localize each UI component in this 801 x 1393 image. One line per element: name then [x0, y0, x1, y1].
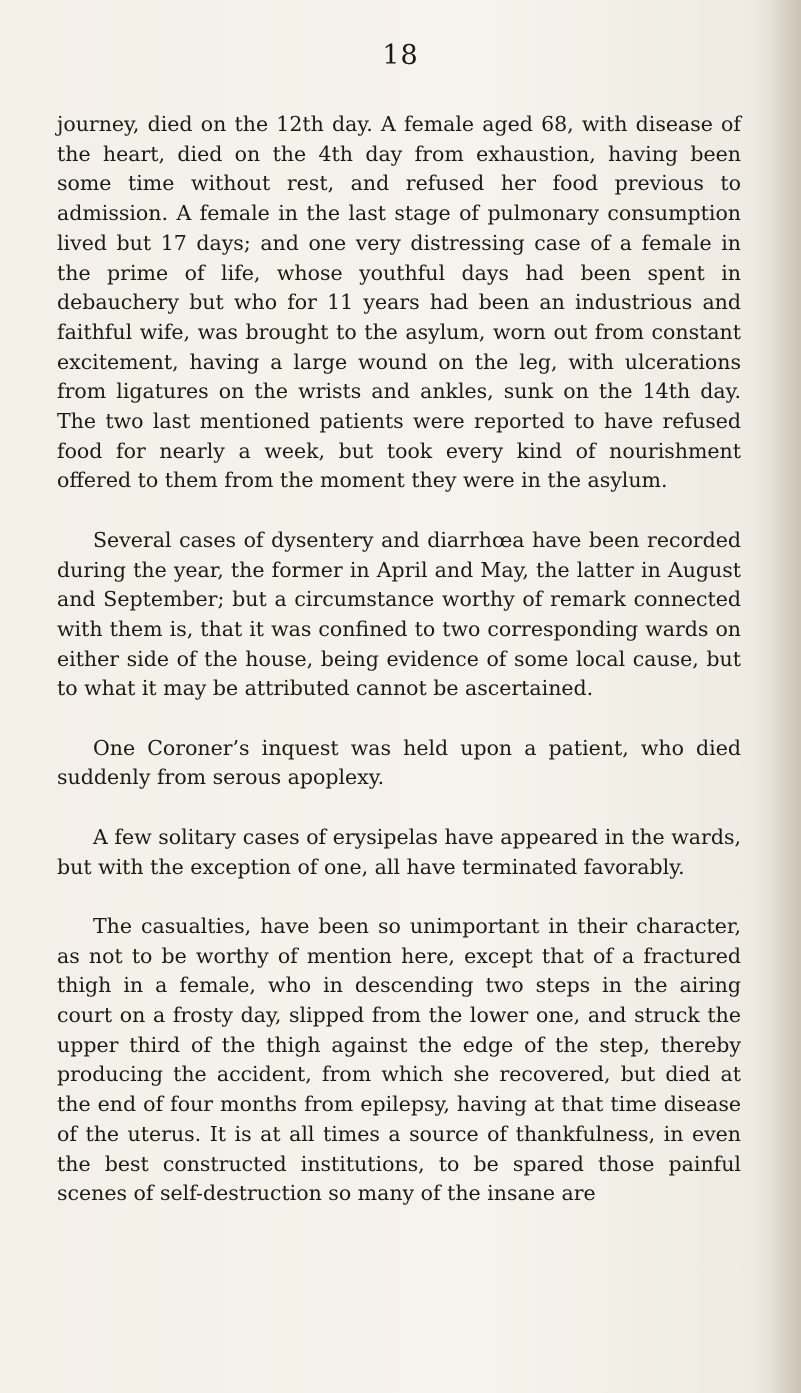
page-number: 18: [382, 40, 419, 71]
paragraph-coroner-inquest: One Coroner’s inquest was held upon a patient, who died suddenly from serous apoplexy.: [57, 735, 741, 790]
paragraph-continuation: journey, died on the 12th day. A female aged 68, with disease of the heart, died on the 4th day from exhaustion, having been some time without rest, and refused her food previous to admission. A female in the last stage of pulmonary consumption lived but 17 days; and one very distressing case of a female in the prime of life, whose youthful days had been spent in debauchery but who for 11 years had been an industrious and faithful wife, was brought to the asylum, worn out from constant excitement, having a large wound on the leg, with ulcerations from ligatures on the wrists and ankles, sunk on the 14th day. The two last mentioned patients were reported to have refused food for nearly a week, but took every kind of nourishment offered to them from the moment they were in the asylum.: [57, 112, 741, 493]
paragraph-casualties: The casualties, have been so unimportant in their character, as not to be worthy of mention here, except that of a fractured thigh in a female, who in descending two steps in the airing court on a frosty day, slipped from the lower one, and struck the upper third of the thigh against the edge of the step, thereby producing the accident, from which she recovered, but died at the end of four months from epilepsy, having at that time disease of the uterus. It is at all times a source of thankfulness, in even the best constructed institutions, to be spared those painful scenes of self-destruction so many of the insane are: [57, 913, 741, 1206]
paragraph-erysipelas: A few solitary cases of erysipelas have appeared in the wards, but with the exception of one, all have terminated favorably.: [57, 824, 741, 879]
paragraph-dysentery: Several cases of dysentery and diarrhœa have been recorded during the year, the former in April and May, the latter in August and September; but a circumstance worthy of remark connected with them is, that it was confined to two corresponding wards on either side of the house, being evidence of some local cause, but to what it may be attributed cannot be ascertained.: [57, 527, 741, 701]
page-edge-shadow: [771, 0, 801, 1393]
body-text: [57, 110, 741, 1239]
